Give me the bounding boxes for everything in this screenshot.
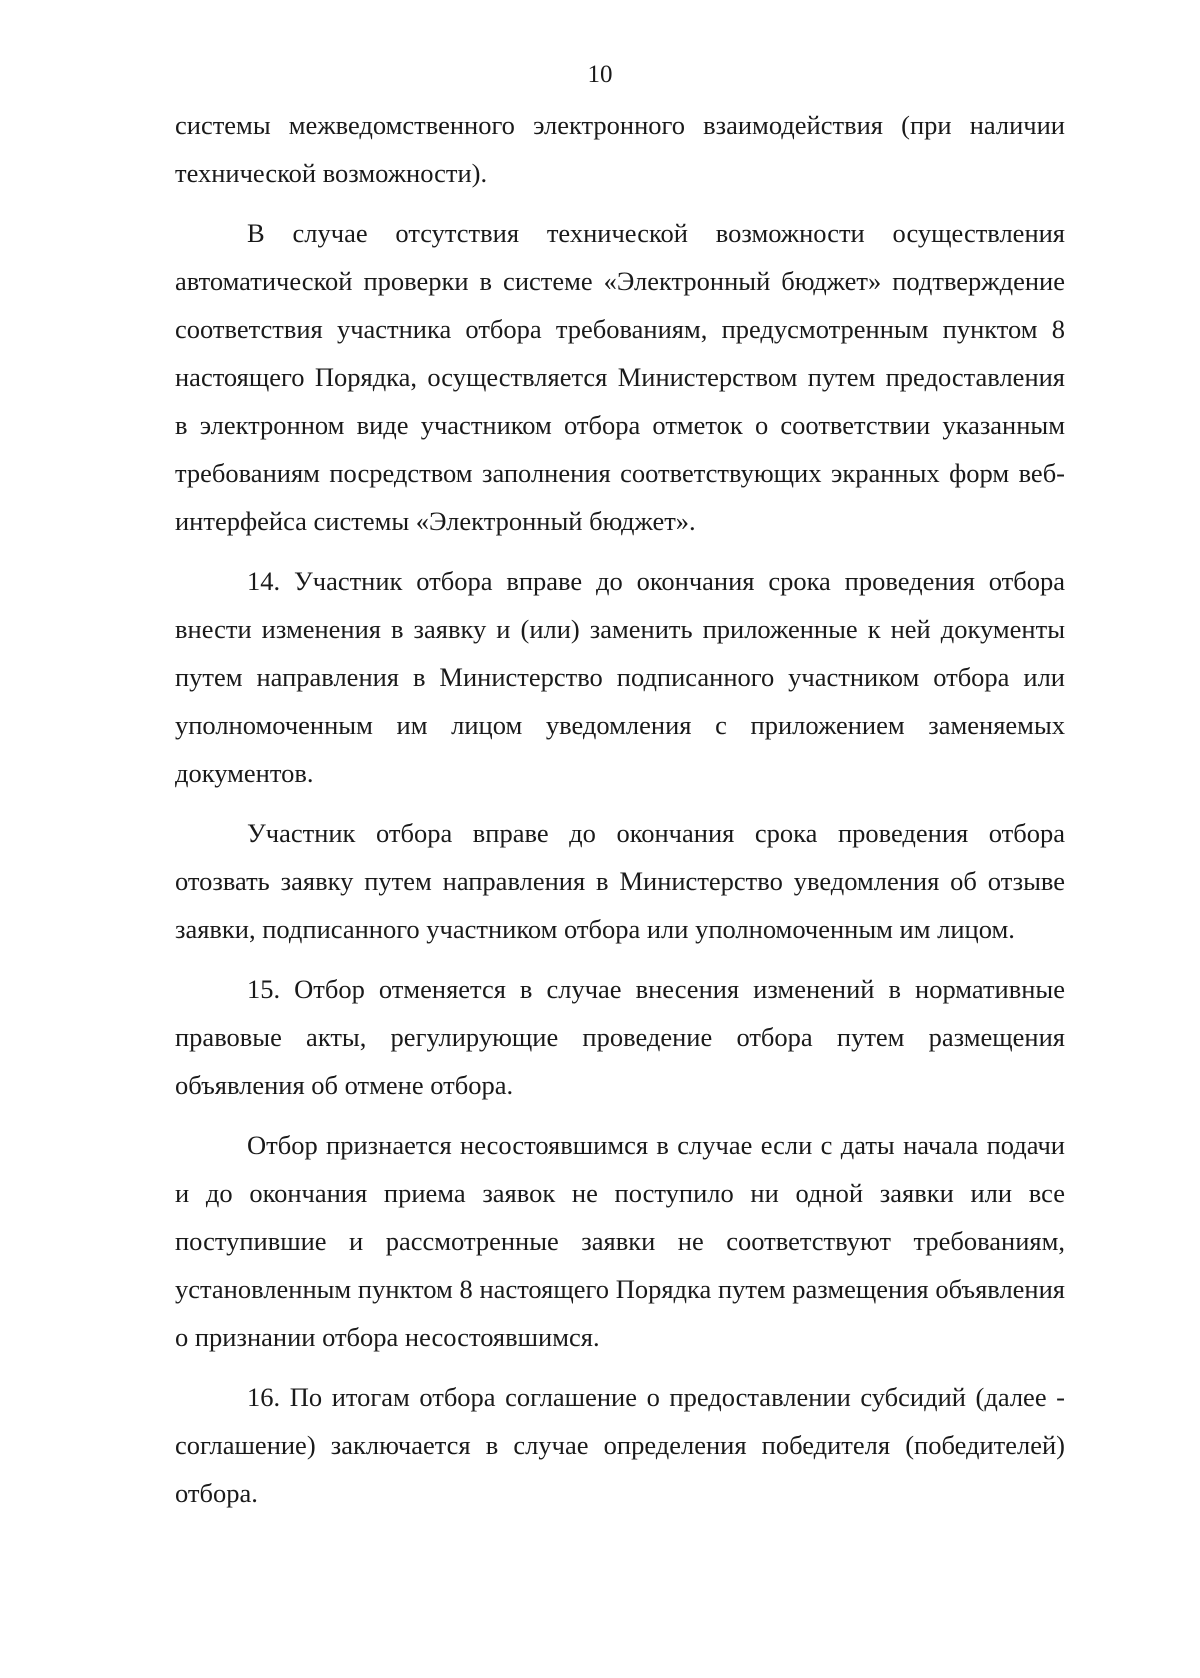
paragraph-continuation: системы межведомственного электронного взаимодействия (при наличии технической возможности). — [175, 110, 1065, 188]
paragraph-withdraw-application: Участник отбора вправе до окончания срока проведения отбора отозвать заявку путем направления в Министерство уведомления об отзыве заявки, подписанного участником отбора или уполномоченным им лицом. — [175, 818, 1065, 944]
paragraph-failed-selection: Отбор признается несостоявшимся в случае если с даты начала подачи и до окончания приема заявок не поступило ни одной заявки или все поступившие и рассмотренные заявки не соответствуют требованиям, установленным пунктом 8 настоящего Порядка путем размещения объявления о признании отбора несостоявшимся. — [175, 1130, 1065, 1352]
paragraph-16-agreement: 16. По итогам отбора соглашение о предоставлении субсидий (далее - соглашение) заключается в случае определения победителя (победителей) отбора. — [175, 1382, 1065, 1508]
paragraph-14-amend-application: 14. Участник отбора вправе до окончания срока проведения отбора внести изменения в заявку и (или) заменить приложенные к ней документы путем направления в Министерство подписанного участником отбора или уполномоченным им лицом уведомления с приложением заменяемых документов. — [175, 566, 1065, 788]
document-body — [175, 101, 1065, 1529]
paragraph-technical-check: В случае отсутствия технической возможности осуществления автоматической проверки в системе «Электронный бюджет» подтверждение соответствия участника отбора требованиям, предусмотренным пунктом 8 настоящего Порядка, осуществляется Министерством путем предоставления в электронном виде участником отбора отметок о соответствии указанным требованиям посредством заполнения соответствующих экранных форм веб-интерфейса системы «Электронный бюджет». — [175, 218, 1065, 536]
page-number: 10 — [587, 61, 613, 88]
paragraph-15-cancel-selection: 15. Отбор отменяется в случае внесения изменений в нормативные правовые акты, регулирующие проведение отбора путем размещения объявления об отмене отбора. — [175, 974, 1065, 1100]
